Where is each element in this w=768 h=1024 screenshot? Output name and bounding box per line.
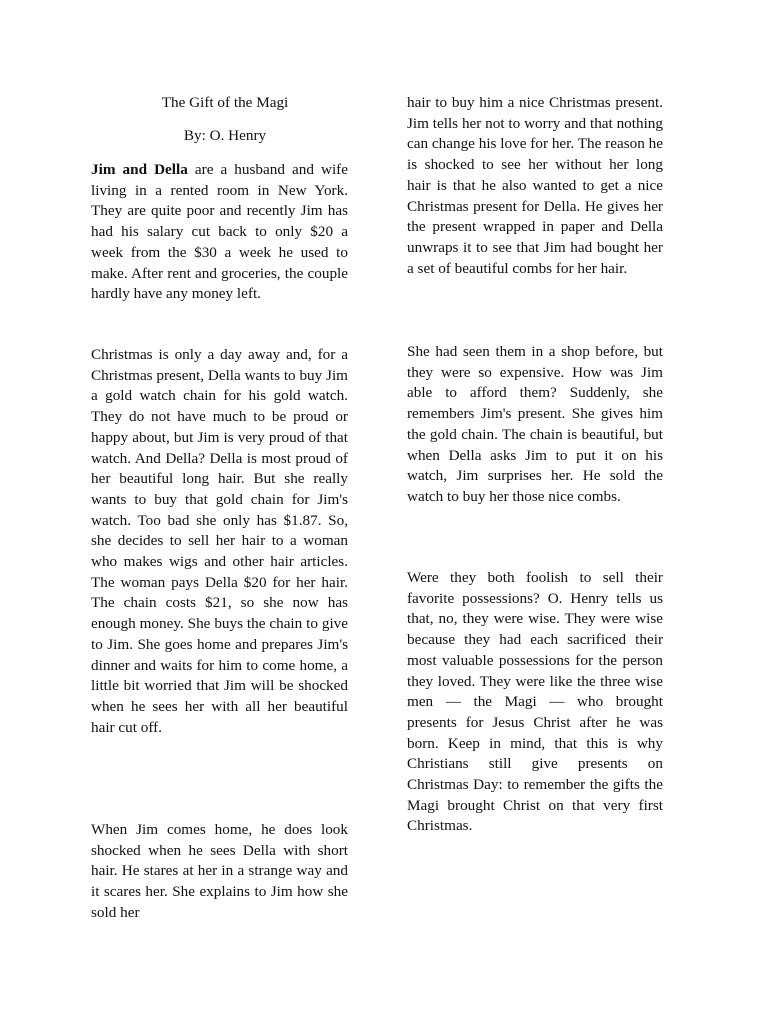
paragraph-combs: She had seen them in a shop before, but they were so expensive. How was Jim able to afford them? Suddenly, she remembers Jim's present. She gives him the gold chain. The chain is beautiful, but when Della asks Jim to put it on his watch, Jim surprises her. He sold the watch to buy her those nice combs.: [407, 343, 663, 505]
character-names: Jim and Della: [91, 161, 188, 178]
intro-text: are a husband and wife living in a rented room in New York. They are quite poor and recently Jim has had his salary cut back to only $20 a week from the $30 a week he used to make. After rent and groceries, the couple hardly have any money left.: [91, 161, 348, 303]
paragraph-christmas: Christmas is only a day away and, for a Christmas present, Della wants to buy Jim a gold watch chain for his gold watch. They do not have much to be proud or happy about, but Jim is very proud of that watch. And Della? Della is most proud of her beautiful long hair. But she really wants to buy that gold chain for Jim's watch. Too bad she only has $1.87. So, she decides to sell her hair to a woman who makes wigs and other hair articles. The woman pays Della $20 for her hair. The chain costs $21, so she now has enough money. She buys the chain to give to Jim. She goes home and prepares Jim's dinner and waits for him to come home, a little bit worried that Jim will be shocked when he sees her with all her beautiful hair cut off.: [91, 346, 348, 736]
document-byline: By: O. Henry: [183, 127, 267, 144]
paragraph-conclusion: Were they both foolish to sell their favorite possessions? O. Henry tells us that, no, they were wise. They were wise because they had each sacrificed their most valuable possessions for the person they loved. They were like the three wise men — the Magi — who brought presents for Jesus Christ after he was born. Keep in mind, that this is why Christians still give presents on Christmas Day: to remember the gifts the Magi brought Christ on that very first Christmas.: [407, 569, 663, 835]
paragraph-jim-comes-home: When Jim comes home, he does look shocked when he sees Della with short hair. He stares at her in a strange way and it scares her. She explains to Jim how she sold her: [91, 821, 348, 921]
document-title: The Gift of the Magi: [161, 94, 289, 111]
paragraph-present: hair to buy him a nice Christmas present. Jim tells her not to worry and that nothing can change his love for her. The reason he is shocked to see her without her long hair is that he also wanted to get a nice Christmas present for Della. He gives her the present wrapped in paper and Della unwraps it to see that Jim had bought her a set of beautiful combs for her hair.: [407, 94, 663, 277]
paragraph-intro: [91, 160, 348, 305]
